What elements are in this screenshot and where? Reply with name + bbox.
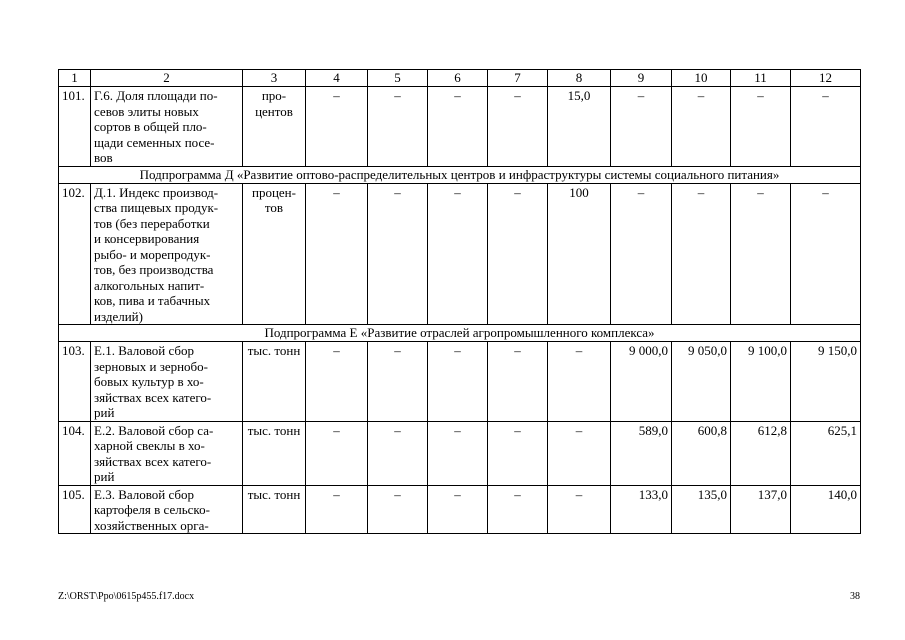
indicator-name-line: щади семенных посе- — [94, 134, 215, 150]
header-row — [59, 70, 861, 87]
unit-cell — [243, 485, 306, 534]
header-cell: 8 — [548, 70, 611, 87]
indicator-name-line: рыбо- и морепродук- — [94, 246, 211, 262]
value-cell: – — [488, 485, 548, 534]
header-cell: 10 — [672, 70, 731, 87]
value-cell: – — [306, 87, 368, 167]
unit-line: центов — [255, 103, 293, 119]
value-cell: – — [611, 87, 672, 167]
indicator-name-line: изделий) — [94, 308, 143, 324]
value-cell: – — [548, 342, 611, 422]
table-row — [59, 421, 861, 485]
indicator-name-line: картофеля в сельско- — [94, 502, 210, 517]
indicator-name — [91, 342, 243, 422]
indicator-name-line: Е.1. Валовой сбор — [94, 343, 195, 358]
indicator-name — [91, 87, 243, 167]
header-cell: 3 — [243, 70, 306, 87]
value-cell: – — [306, 421, 368, 485]
subprogram-title: Подпрограмма Е «Развитие отраслей агропромышленного комплекса» — [59, 325, 861, 342]
table-body — [59, 70, 861, 534]
header-cell: 6 — [428, 70, 488, 87]
value-cell: – — [611, 183, 672, 325]
header-cell: 2 — [91, 70, 243, 87]
footer-page-number: 38 — [850, 591, 860, 602]
value-cell: – — [306, 183, 368, 325]
subprogram-title: Подпрограмма Д «Развитие оптово-распределительных центров и инфраструктуры системы социального питания» — [59, 166, 861, 183]
subprogram-row — [59, 166, 861, 183]
unit-cell — [243, 342, 306, 422]
value-cell: 133,0 — [611, 485, 672, 534]
unit-line: тыс. тонн — [247, 422, 301, 438]
header-cell: 12 — [791, 70, 861, 87]
table-row — [59, 183, 861, 325]
footer-file-path: Z:\ORST\Ppo\0615p455.f17.docx — [58, 591, 195, 602]
value-cell: 9 100,0 — [731, 342, 791, 422]
table-row — [59, 485, 861, 534]
unit-line: про- — [261, 88, 287, 103]
value-cell: – — [791, 183, 861, 325]
unit-line: тов — [264, 200, 284, 215]
indicator-name-line: ства пищевых продук- — [94, 200, 219, 215]
value-cell: – — [368, 485, 428, 534]
value-cell: 135,0 — [672, 485, 731, 534]
unit-cell — [243, 421, 306, 485]
value-cell: 625,1 — [791, 421, 861, 485]
value-cell: 9 000,0 — [611, 342, 672, 422]
value-cell: – — [428, 485, 488, 534]
row-number: 101. — [59, 87, 91, 167]
value-cell: – — [731, 183, 791, 325]
header-cell: 5 — [368, 70, 428, 87]
value-cell: – — [428, 342, 488, 422]
value-cell: 600,8 — [672, 421, 731, 485]
value-cell: – — [306, 485, 368, 534]
unit-cell — [243, 183, 306, 325]
value-cell: 15,0 — [548, 87, 611, 167]
indicator-name-line: тов (без переработки — [94, 215, 210, 231]
value-cell: – — [548, 485, 611, 534]
value-cell: – — [306, 342, 368, 422]
indicator-name-line: рий — [94, 405, 115, 420]
value-cell: 137,0 — [731, 485, 791, 534]
indicator-name-line: харной свеклы в хо- — [94, 438, 205, 453]
value-cell: 100 — [548, 183, 611, 325]
indicator-name-line: севов элиты новых — [94, 103, 199, 119]
indicator-name-line: зерновых и зернобо- — [94, 358, 208, 374]
unit-line: процен- — [252, 184, 296, 200]
value-cell: – — [368, 87, 428, 167]
indicator-name-line: бовых культур в хо- — [94, 374, 204, 389]
indicator-name-line: тов, без производства — [94, 262, 214, 277]
value-cell: – — [488, 342, 548, 422]
indicator-name-line: Е.3. Валовой сбор — [94, 486, 195, 502]
indicators-table — [58, 69, 861, 534]
unit-line: тыс. тонн — [247, 343, 301, 358]
unit-cell — [243, 87, 306, 167]
value-cell: 9 050,0 — [672, 342, 731, 422]
value-cell: – — [731, 87, 791, 167]
indicator-name-line: сортов в общей пло- — [94, 119, 207, 134]
value-cell: – — [488, 183, 548, 325]
row-number: 105. — [59, 485, 91, 534]
value-cell: 140,0 — [791, 485, 861, 534]
value-cell: – — [672, 183, 731, 325]
row-number: 102. — [59, 183, 91, 325]
indicator-name-line: Е.2. Валовой сбор са- — [94, 422, 214, 438]
indicator-name-line: вов — [94, 150, 113, 165]
table-row — [59, 342, 861, 422]
value-cell: – — [488, 87, 548, 167]
indicator-name-line: ков, пива и табачных — [94, 293, 211, 308]
subprogram-row — [59, 325, 861, 342]
value-cell: – — [428, 183, 488, 325]
value-cell: – — [548, 421, 611, 485]
row-number: 104. — [59, 421, 91, 485]
header-cell: 1 — [59, 70, 91, 87]
value-cell: – — [672, 87, 731, 167]
indicator-name-line: зяйствах всех катего- — [94, 453, 212, 469]
value-cell: – — [791, 87, 861, 167]
indicator-name-line: Д.1. Индекс производ- — [94, 184, 219, 200]
indicator-name — [91, 183, 243, 325]
header-cell: 4 — [306, 70, 368, 87]
unit-line: тыс. тонн — [247, 486, 301, 502]
value-cell: – — [368, 342, 428, 422]
header-cell: 9 — [611, 70, 672, 87]
value-cell: – — [428, 87, 488, 167]
indicator-name — [91, 485, 243, 534]
indicator-name-line: рий — [94, 469, 115, 484]
indicator-name — [91, 421, 243, 485]
indicator-name-line: Г.6. Доля площади по- — [94, 88, 218, 103]
value-cell: 612,8 — [731, 421, 791, 485]
value-cell: 9 150,0 — [791, 342, 861, 422]
indicator-name-line: хозяйственных орга- — [94, 517, 209, 533]
header-cell: 11 — [731, 70, 791, 87]
value-cell: – — [428, 421, 488, 485]
value-cell: – — [368, 421, 428, 485]
table-row — [59, 87, 861, 167]
value-cell: 589,0 — [611, 421, 672, 485]
indicator-name-line: алкогольных напит- — [94, 277, 205, 293]
value-cell: – — [488, 421, 548, 485]
value-cell: – — [368, 183, 428, 325]
header-cell: 7 — [488, 70, 548, 87]
row-number: 103. — [59, 342, 91, 422]
indicator-name-line: зяйствах всех катего- — [94, 389, 212, 405]
indicator-name-line: и консервирования — [94, 231, 200, 246]
